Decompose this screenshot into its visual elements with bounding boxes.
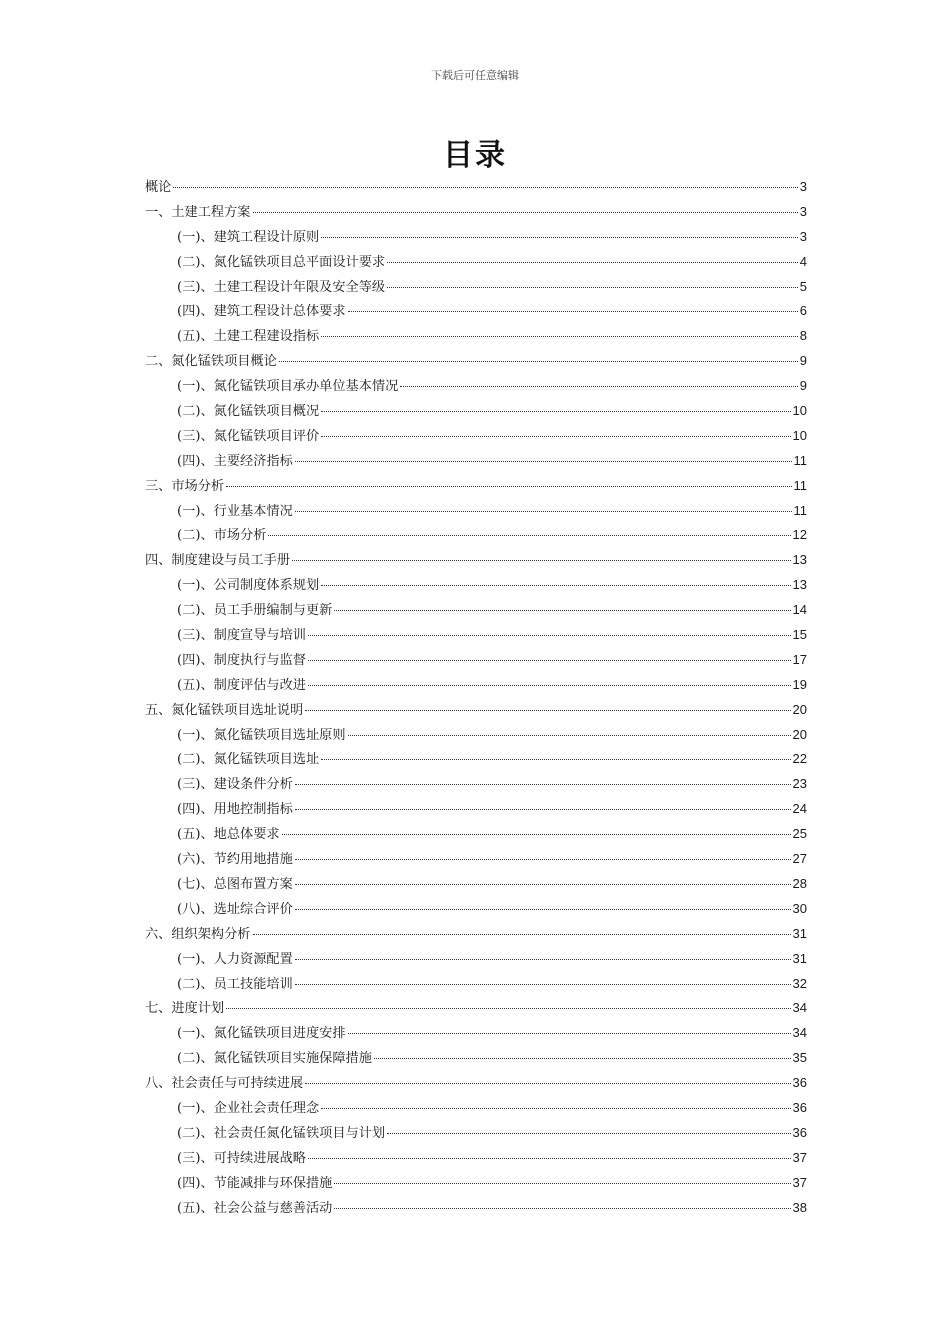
toc-dot-leader bbox=[295, 859, 791, 860]
toc-entry-page-number: 12 bbox=[792, 527, 807, 543]
toc-entry-page-number: 9 bbox=[799, 378, 807, 394]
toc-title: 目录 bbox=[443, 138, 507, 173]
toc-dot-leader bbox=[295, 884, 791, 885]
toc-entry-page-number: 36 bbox=[792, 1075, 807, 1091]
toc-entry-section[interactable] bbox=[145, 673, 807, 698]
toc-entry-label: (五)、土建工程建设指标 bbox=[177, 329, 320, 345]
toc-entry-page-number: 14 bbox=[792, 602, 807, 618]
toc-entry-page-number: 6 bbox=[799, 303, 807, 319]
toc-entry-label: 三、市场分析 bbox=[145, 478, 225, 494]
toc-entry-page-number: 37 bbox=[792, 1174, 807, 1190]
toc-entry-label: 八、社会责任与可持续进展 bbox=[145, 1076, 304, 1092]
toc-entry-page-number: 13 bbox=[792, 552, 807, 568]
toc-dot-leader bbox=[387, 287, 798, 288]
toc-entry-label: (二)、氮化锰铁项目概况 bbox=[177, 404, 320, 420]
toc-entry-label: 七、进度计划 bbox=[145, 1001, 225, 1017]
toc-entry-label: (四)、建筑工程设计总体要求 bbox=[177, 304, 346, 320]
toc-entry-page-number: 11 bbox=[793, 452, 807, 468]
toc-entry-page-number: 22 bbox=[792, 751, 807, 767]
toc-entry-label: (三)、可持续进展战略 bbox=[177, 1150, 306, 1166]
toc-entry-section[interactable] bbox=[145, 1021, 807, 1046]
toc-entry-page-number: 25 bbox=[792, 826, 807, 842]
toc-entry-label: 概论 bbox=[145, 180, 172, 195]
toc-entry-label: (二)、氮化锰铁项目实施保障措施 bbox=[177, 1051, 372, 1067]
table-of-contents bbox=[145, 175, 807, 1220]
toc-entry-label: (二)、员工技能培训 bbox=[177, 976, 293, 992]
toc-entry-label: (六)、节约用地措施 bbox=[177, 852, 293, 868]
toc-entry-section[interactable] bbox=[145, 797, 807, 822]
toc-entry-label: 五、氮化锰铁项目选址说明 bbox=[145, 702, 304, 718]
toc-dot-leader bbox=[348, 735, 791, 736]
toc-entry-label: 四、制度建设与员工手册 bbox=[145, 553, 291, 569]
toc-entry-label: 六、组织架构分析 bbox=[145, 926, 251, 942]
toc-entry-label: (三)、建设条件分析 bbox=[177, 777, 293, 793]
toc-entry-section[interactable] bbox=[145, 324, 807, 349]
toc-entry-page-number: 11 bbox=[793, 477, 807, 493]
toc-entry-section[interactable] bbox=[145, 822, 807, 847]
toc-entry-label: 一、土建工程方案 bbox=[145, 204, 251, 220]
toc-entry-page-number: 11 bbox=[793, 502, 807, 518]
toc-entry-page-number: 20 bbox=[792, 726, 807, 742]
toc-entry-section[interactable] bbox=[145, 1146, 807, 1171]
toc-entry-page-number: 28 bbox=[792, 875, 807, 891]
toc-dot-leader bbox=[321, 411, 790, 412]
toc-entry-label: (一)、公司制度体系规划 bbox=[177, 578, 320, 594]
toc-entry-page-number: 19 bbox=[792, 676, 807, 692]
toc-dot-leader bbox=[226, 1008, 790, 1009]
toc-entry-section[interactable] bbox=[145, 947, 807, 972]
header-note: 下载后可任意编辑 bbox=[431, 69, 519, 82]
toc-entry-page-number: 23 bbox=[792, 776, 807, 792]
toc-entry-page-number: 9 bbox=[799, 353, 807, 369]
toc-entry-label: (八)、选址综合评价 bbox=[177, 901, 293, 917]
toc-entry-section[interactable] bbox=[145, 499, 807, 524]
toc-entry-section[interactable] bbox=[145, 399, 807, 424]
toc-dot-leader bbox=[321, 1108, 790, 1109]
toc-entry-chapter[interactable] bbox=[145, 349, 807, 374]
toc-entry-chapter[interactable] bbox=[145, 548, 807, 573]
toc-entry-section[interactable] bbox=[145, 897, 807, 922]
toc-dot-leader bbox=[348, 1033, 791, 1034]
toc-entry-section[interactable] bbox=[145, 1196, 807, 1221]
toc-entry-section[interactable] bbox=[145, 1046, 807, 1071]
toc-entry-chapter[interactable] bbox=[145, 922, 807, 947]
toc-entry-page-number: 36 bbox=[792, 1099, 807, 1115]
toc-dot-leader bbox=[295, 984, 791, 985]
toc-dot-leader bbox=[387, 1133, 790, 1134]
toc-dot-leader bbox=[226, 486, 791, 487]
toc-entry-label: (一)、建筑工程设计原则 bbox=[177, 229, 320, 245]
toc-dot-leader bbox=[295, 809, 791, 810]
toc-entry-page-number: 8 bbox=[799, 328, 807, 344]
toc-entry-page-number: 20 bbox=[792, 701, 807, 717]
toc-dot-leader bbox=[305, 710, 790, 711]
toc-entry-page-number: 3 bbox=[799, 179, 807, 194]
toc-entry-section[interactable] bbox=[145, 623, 807, 648]
toc-dot-leader bbox=[295, 959, 791, 960]
toc-entry-label: 二、氮化锰铁项目概论 bbox=[145, 354, 277, 370]
toc-dot-leader bbox=[321, 759, 790, 760]
toc-dot-leader bbox=[334, 1208, 790, 1209]
toc-entry-section[interactable] bbox=[145, 772, 807, 797]
toc-entry-page-number: 32 bbox=[792, 975, 807, 991]
toc-dot-leader bbox=[308, 685, 791, 686]
toc-entry-page-number: 3 bbox=[799, 203, 807, 219]
toc-entry-page-number: 31 bbox=[792, 925, 807, 941]
toc-entry-label: (三)、氮化锰铁项目评价 bbox=[177, 428, 320, 444]
toc-entry-section[interactable] bbox=[145, 250, 807, 275]
toc-entry-section[interactable] bbox=[145, 972, 807, 997]
toc-entry-label: (四)、用地控制指标 bbox=[177, 802, 293, 818]
toc-entry-label: (一)、氮化锰铁项目进度安排 bbox=[177, 1026, 346, 1042]
toc-dot-leader bbox=[282, 834, 791, 835]
toc-dot-leader bbox=[321, 336, 798, 337]
toc-entry-section[interactable] bbox=[145, 449, 807, 474]
toc-dot-leader bbox=[387, 262, 798, 263]
toc-entry-page-number: 10 bbox=[792, 403, 807, 419]
toc-dot-leader bbox=[308, 635, 791, 636]
toc-entry-section[interactable] bbox=[145, 573, 807, 598]
toc-dot-leader bbox=[292, 560, 790, 561]
toc-entry-page-number: 27 bbox=[792, 851, 807, 867]
toc-entry-label: (三)、制度宣导与培训 bbox=[177, 628, 306, 644]
toc-entry-label: (二)、员工手册编制与更新 bbox=[177, 603, 333, 619]
toc-entry-section[interactable] bbox=[145, 1171, 807, 1196]
toc-dot-leader bbox=[400, 386, 797, 387]
toc-entry-label: (五)、社会公益与慈善活动 bbox=[177, 1200, 333, 1216]
toc-entry-label: (一)、氮化锰铁项目承办单位基本情况 bbox=[177, 379, 399, 395]
toc-entry-section[interactable] bbox=[145, 424, 807, 449]
toc-entry-chapter[interactable] bbox=[145, 175, 807, 200]
toc-entry-label: (三)、土建工程设计年限及安全等级 bbox=[177, 279, 386, 295]
toc-entry-label: (四)、节能减排与环保措施 bbox=[177, 1175, 333, 1191]
toc-dot-leader bbox=[334, 610, 790, 611]
toc-entry-section[interactable] bbox=[145, 1121, 807, 1146]
toc-dot-leader bbox=[321, 585, 790, 586]
toc-entry-page-number: 17 bbox=[792, 651, 807, 667]
toc-dot-leader bbox=[334, 1183, 790, 1184]
toc-entry-label: (一)、氮化锰铁项目选址原则 bbox=[177, 727, 346, 743]
toc-entry-page-number: 13 bbox=[792, 577, 807, 593]
toc-entry-page-number: 36 bbox=[792, 1124, 807, 1140]
toc-dot-leader bbox=[253, 934, 791, 935]
toc-entry-section[interactable] bbox=[145, 225, 807, 250]
toc-entry-chapter[interactable] bbox=[145, 698, 807, 723]
toc-entry-page-number: 24 bbox=[792, 801, 807, 817]
toc-entry-section[interactable] bbox=[145, 872, 807, 897]
toc-entry-page-number: 30 bbox=[792, 900, 807, 916]
toc-entry-page-number: 4 bbox=[799, 253, 807, 269]
toc-entry-page-number: 10 bbox=[792, 427, 807, 443]
toc-entry-section[interactable] bbox=[145, 747, 807, 772]
toc-entry-chapter[interactable] bbox=[145, 200, 807, 225]
toc-entry-section[interactable] bbox=[145, 299, 807, 324]
toc-entry-page-number: 5 bbox=[799, 278, 807, 294]
toc-entry-label: (五)、地总体要求 bbox=[177, 827, 280, 843]
toc-entry-section[interactable] bbox=[145, 598, 807, 623]
toc-entry-page-number: 34 bbox=[792, 1000, 807, 1016]
toc-entry-page-number: 31 bbox=[792, 950, 807, 966]
toc-entry-label: (七)、总图布置方案 bbox=[177, 876, 293, 892]
toc-entry-label: (五)、制度评估与改进 bbox=[177, 677, 306, 693]
toc-dot-leader bbox=[295, 511, 792, 512]
toc-entry-label: (二)、市场分析 bbox=[177, 528, 267, 544]
toc-entry-chapter[interactable] bbox=[145, 474, 807, 499]
toc-entry-label: (四)、制度执行与监督 bbox=[177, 652, 306, 668]
toc-dot-leader bbox=[308, 660, 791, 661]
toc-dot-leader bbox=[295, 909, 791, 910]
toc-entry-label: (二)、社会责任氮化锰铁项目与计划 bbox=[177, 1125, 386, 1141]
toc-entry-section[interactable] bbox=[145, 723, 807, 748]
toc-entry-label: (二)、氮化锰铁项目总平面设计要求 bbox=[177, 254, 386, 270]
toc-entry-label: (一)、人力资源配置 bbox=[177, 951, 293, 967]
toc-entry-page-number: 15 bbox=[792, 627, 807, 643]
toc-dot-leader bbox=[253, 212, 798, 213]
toc-entry-section[interactable] bbox=[145, 275, 807, 300]
toc-dot-leader bbox=[268, 535, 790, 536]
toc-entry-page-number: 3 bbox=[799, 228, 807, 244]
toc-dot-leader bbox=[295, 784, 791, 785]
toc-entry-section[interactable] bbox=[145, 847, 807, 872]
toc-dot-leader bbox=[308, 1158, 791, 1159]
toc-dot-leader bbox=[321, 436, 790, 437]
toc-entry-chapter[interactable] bbox=[145, 1071, 807, 1096]
toc-entry-label: (二)、氮化锰铁项目选址 bbox=[177, 752, 320, 768]
toc-dot-leader bbox=[279, 361, 798, 362]
toc-entry-section[interactable] bbox=[145, 1096, 807, 1121]
toc-entry-page-number: 35 bbox=[792, 1050, 807, 1066]
toc-entry-page-number: 37 bbox=[792, 1149, 807, 1165]
toc-entry-chapter[interactable] bbox=[145, 996, 807, 1021]
toc-entry-page-number: 38 bbox=[792, 1199, 807, 1215]
toc-entry-label: (一)、企业社会责任理念 bbox=[177, 1100, 320, 1116]
toc-dot-leader bbox=[374, 1058, 791, 1059]
toc-dot-leader bbox=[321, 237, 798, 238]
toc-dot-leader bbox=[348, 311, 798, 312]
toc-dot-leader bbox=[295, 461, 792, 462]
toc-entry-section[interactable] bbox=[145, 523, 807, 548]
toc-dot-leader bbox=[173, 187, 797, 188]
toc-entry-label: (一)、行业基本情况 bbox=[177, 503, 293, 519]
toc-entry-section[interactable] bbox=[145, 648, 807, 673]
toc-dot-leader bbox=[305, 1083, 790, 1084]
toc-entry-label: (四)、主要经济指标 bbox=[177, 453, 293, 469]
toc-entry-section[interactable] bbox=[145, 374, 807, 399]
toc-entry-page-number: 34 bbox=[792, 1025, 807, 1041]
